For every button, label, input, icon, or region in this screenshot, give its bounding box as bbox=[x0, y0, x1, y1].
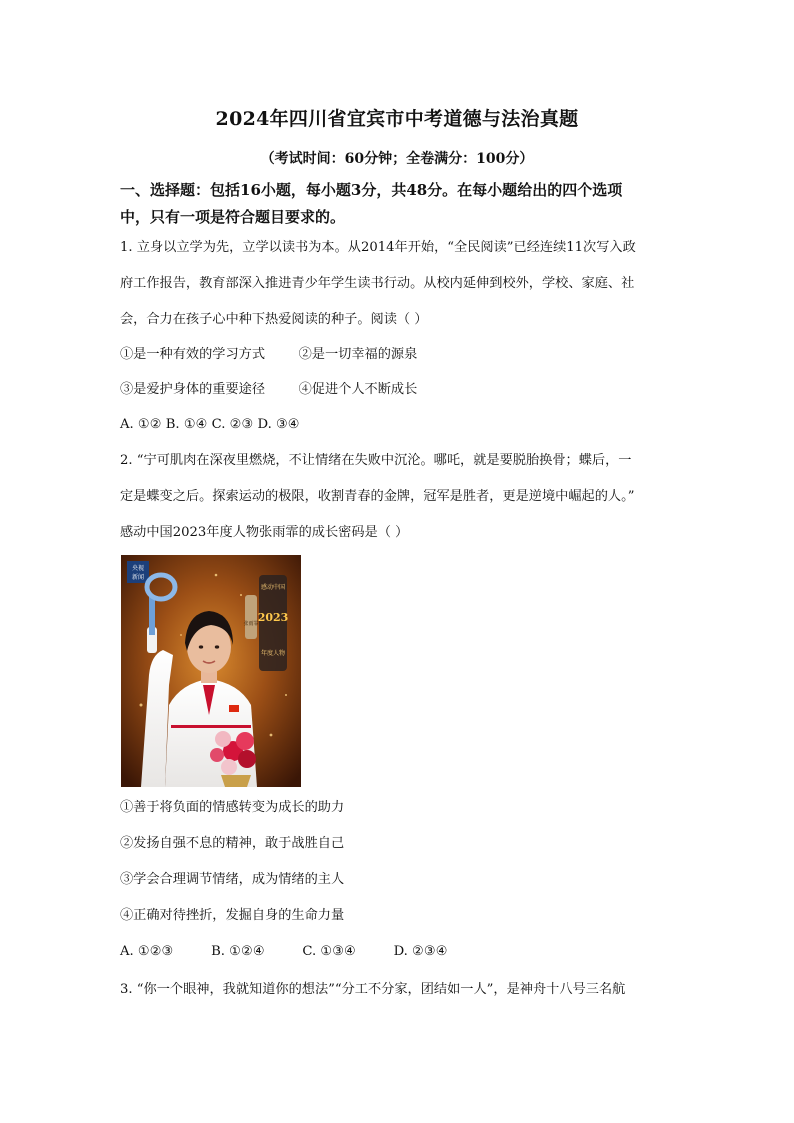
q2-option-4: ④正确对待挫折，发掘自身的生命力量 bbox=[120, 908, 345, 923]
exam-title: 2024年四川省宜宾市中考道德与法治真题 bbox=[215, 108, 579, 130]
q2-answer-choices: A. ①②③ B. ①②④ C. ①③④ D. ②③④ bbox=[120, 944, 448, 959]
q2-stem-line-2: 定是蝶变之后。探索运动的极限，收割青春的金牌，冠军是胜者，更是逆境中崛起的人。” bbox=[120, 489, 635, 504]
q2-stem-line-3: 感动中国2023年度人物张雨霏的成长密码是（ ） bbox=[120, 525, 409, 540]
q1-stem-line-2: 府工作报告，教育部深入推进青少年学生读书行动。从校内延伸到校外，学校、家庭、社 bbox=[120, 276, 635, 291]
q2-option-2: ②发扬自强不息的精神，敢于战胜自己 bbox=[120, 836, 345, 851]
section-heading-line-2: 中，只有一项是符合题目要求的。 bbox=[120, 208, 346, 226]
athlete-photo bbox=[121, 555, 301, 787]
q2-option-1: ①善于将负面的情感转变为成长的助力 bbox=[120, 800, 345, 815]
q1-stem-line-3: 会，合力在孩子心中种下热爱阅读的种子。阅读（ ） bbox=[120, 312, 428, 327]
q2-option-3: ③学会合理调节情绪，成为情绪的主人 bbox=[120, 872, 345, 887]
banner-year: 2023 bbox=[257, 611, 289, 624]
q3-stem-line-1: 3. “你一个眼神，我就知道你的想法”“分工不分家，团结如一人”，是神舟十八号三名航 bbox=[120, 982, 626, 997]
q1-stem-line-1: 1. 立身以立学为先，立学以读书为本。从2014年开始，“全民阅读”已经连续11次写入政 bbox=[120, 240, 636, 255]
q1-option-row-2: ③是爱护身体的重要途径 ④促进个人不断成长 bbox=[120, 382, 418, 397]
banner-top-text: 感动中国 bbox=[260, 584, 286, 591]
q1-option-row-1: ①是一种有效的学习方式 ②是一切幸福的源泉 bbox=[120, 347, 418, 362]
name-tag: 张雨霏 bbox=[243, 621, 259, 627]
q1-answer-choices: A. ①② B. ①④ C. ②③ D. ③④ bbox=[120, 417, 300, 432]
banner-bottom-text: 年度人物 bbox=[260, 650, 286, 657]
logo-line-1: 央视 bbox=[131, 565, 145, 572]
section-heading-line-1: 一、选择题：包括16小题，每小题3分，共48分。在每小题给出的四个选项 bbox=[120, 181, 623, 199]
exam-subtitle: （考试时间：60分钟；全卷满分：100分） bbox=[260, 151, 534, 167]
q2-stem-line-1: 2. “宁可肌肉在深夜里燃烧，不让情绪在失败中沉沦。哪吒，就是要脱胎换骨；蝶后，一 bbox=[120, 453, 632, 468]
logo-line-2: 新闻 bbox=[131, 574, 145, 581]
